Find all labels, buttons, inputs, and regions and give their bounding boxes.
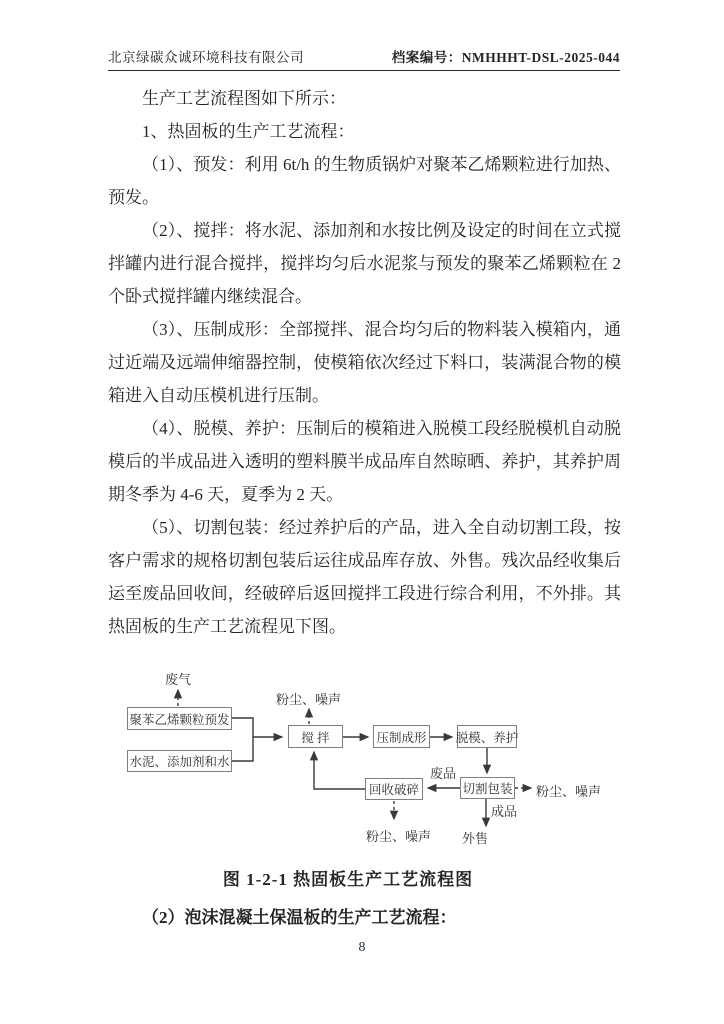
next-section-heading: （2）泡沫混凝土保温板的生产工艺流程： xyxy=(142,908,457,927)
flowchart-box-mixing: 搅 拌 xyxy=(288,725,343,748)
paragraph-step-4: （4）、脱模、养护：压制后的模箱进入脱模工段经脱模机自动脱模后的半成品进入透明的塑料膜半成品库自然晾晒、养护，其养护周期冬季为 4-6 天，夏季为 2 天。 xyxy=(108,419,621,504)
flowchart-box-recycle: 回收破碎 xyxy=(365,778,423,800)
header-rule xyxy=(108,70,620,71)
process-flowchart xyxy=(108,660,620,852)
flowchart-box-prefoam: 聚苯乙烯颗粒预发 xyxy=(127,707,232,730)
flowchart-box-materials: 水泥、添加剂和水 xyxy=(127,750,232,772)
page-number: 8 xyxy=(358,940,366,955)
flowchart-box-cutting: 切割包装 xyxy=(460,777,515,799)
company-name: 北京绿碳众诚环境科技有限公司 xyxy=(108,50,304,65)
flowchart-label-dust-noise-bottom: 粉尘、噪声 xyxy=(366,829,432,844)
file-number: 档案编号：NMHHHT-DSL-2025-044 xyxy=(391,50,620,65)
page-header xyxy=(108,46,620,66)
flowchart-box-demold: 脱模、养护 xyxy=(457,725,517,748)
paragraph-step-1: （1）、预发：利用 6t/h 的生物质锅炉对聚苯乙烯颗粒进行加热、预发。 xyxy=(108,155,621,207)
flowchart-label-waste-gas: 废气 xyxy=(165,672,192,687)
paragraph-section-1: 1、热固板的生产工艺流程： xyxy=(142,122,355,141)
flowchart-label-product: 成品 xyxy=(491,804,518,819)
flowchart-label-sale: 外售 xyxy=(462,831,489,846)
flowchart-label-dust-noise-right: 粉尘、噪声 xyxy=(536,784,602,799)
flowchart-box-pressing: 压制成形 xyxy=(373,725,430,748)
figure-caption: 图 1-2-1 热固板生产工艺流程图 xyxy=(222,870,474,889)
body-text xyxy=(108,82,621,643)
paragraph-step-2: （2）、搅拌：将水泥、添加剂和水按比例及设定的时间在立式搅拌罐内进行混合搅拌，搅拌均匀后水泥浆与预发的聚苯乙烯颗粒在 2 个卧式搅拌罐内继续混合。 xyxy=(108,221,621,306)
paragraph-step-3: （3）、压制成形：全部搅拌、混合均匀后的物料装入模箱内，通过近端及远端伸缩器控制，使模箱依次经过下料口，装满混合物的模箱进入自动压模机进行压制。 xyxy=(108,320,621,405)
paragraph-step-5: （5）、切割包装：经过养护后的产品，进入全自动切割工段，按客户需求的规格切割包装后运往成品库存放、外售。残次品经收集后运至废品回收间，经破碎后返回搅拌工段进行综合利用，不外排。其热固板的生产工艺流程见下图。 xyxy=(108,518,621,636)
paragraph-intro: 生产工艺流程图如下所示： xyxy=(142,89,346,108)
flowchart-label-waste: 废品 xyxy=(430,766,457,781)
flowchart-label-dust-noise-top: 粉尘、噪声 xyxy=(276,692,342,707)
